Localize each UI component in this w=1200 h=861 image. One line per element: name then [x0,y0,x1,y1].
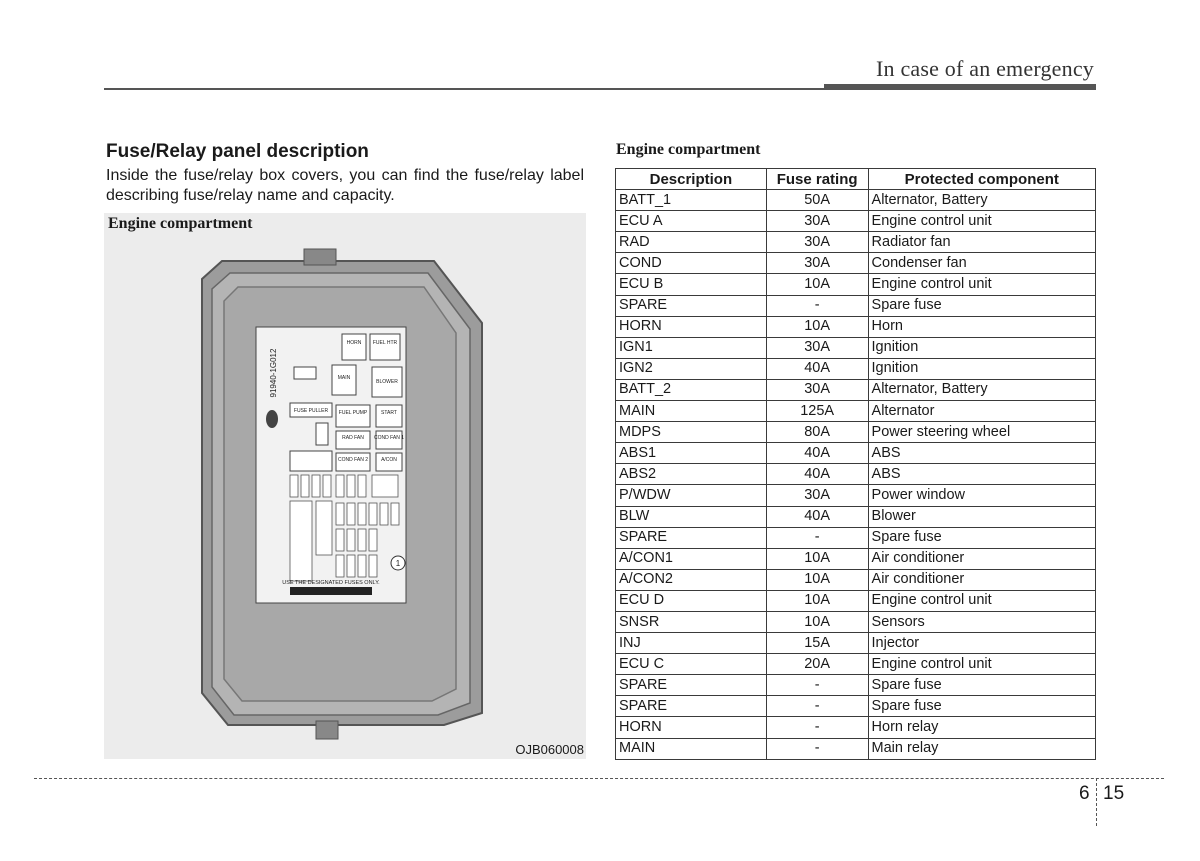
panel-callout-number: 1 [395,559,401,568]
cell-description: IGN1 [616,337,767,358]
cell-description: RAD [616,232,767,253]
footer-dashed-divider [1096,778,1097,826]
cell-fuse-rating: 125A [766,401,868,422]
cell-fuse-rating: 40A [766,464,868,485]
cell-description: ECU A [616,211,767,232]
panel-label-cond-fan-2: COND FAN 2 [337,457,369,463]
cell-fuse-rating: 80A [766,422,868,443]
panel-label-fuel-htr: FUEL HTR [372,340,398,346]
table-row [616,253,1096,274]
cell-protected-component: Spare fuse [868,696,1095,717]
cell-fuse-rating: - [766,696,868,717]
cell-fuse-rating: - [766,738,868,759]
cell-protected-component: Power steering wheel [868,422,1095,443]
cell-fuse-rating: 40A [766,358,868,379]
cell-fuse-rating: - [766,717,868,738]
table-row [616,274,1096,295]
panel-label-blower: BLOWER [376,379,398,385]
cell-protected-component: Alternator, Battery [868,190,1095,211]
page-number: 15 [1103,783,1125,804]
fuse-table [615,168,1096,760]
table-title: Engine compartment [616,141,761,158]
section-title: Fuse/Relay panel description [106,141,369,162]
table-row [616,358,1096,379]
panel-label-main: MAIN [337,375,351,381]
table-row [616,464,1096,485]
table-row [616,654,1096,675]
header-description: Description [616,169,767,190]
cell-fuse-rating: - [766,527,868,548]
cell-description: MDPS [616,422,767,443]
cell-protected-component: Power window [868,485,1095,506]
panel-label-start: START [381,410,397,416]
cell-description: ABS1 [616,443,767,464]
cell-protected-component: Engine control unit [868,211,1095,232]
panel-warning: USE THE DESIGNATED FUSES ONLY. [282,580,380,586]
cell-description: ECU B [616,274,767,295]
cell-fuse-rating: 40A [766,443,868,464]
cell-description: ECU D [616,590,767,611]
table-row [616,548,1096,569]
cell-protected-component: Spare fuse [868,527,1095,548]
table-row [616,590,1096,611]
figure-code: OJB060008 [515,742,584,757]
cell-protected-component: Radiator fan [868,232,1095,253]
table-row [616,569,1096,590]
cell-description: SPARE [616,696,767,717]
table-row [616,443,1096,464]
cell-description: SPARE [616,527,767,548]
cell-fuse-rating: 10A [766,569,868,590]
cell-protected-component: Engine control unit [868,654,1095,675]
cell-fuse-rating: 30A [766,232,868,253]
table-row [616,675,1096,696]
cell-fuse-rating: 30A [766,253,868,274]
cell-protected-component: Alternator, Battery [868,379,1095,400]
cell-protected-component: Alternator [868,401,1095,422]
table-row [616,485,1096,506]
section-intro: Inside the fuse/relay box covers, you can find the fuse/relay label describing fuse/relay name and capacity. [106,167,584,204]
table-row [616,696,1096,717]
cell-protected-component: Condenser fan [868,253,1095,274]
figure-label: Engine compartment [108,215,253,232]
cell-description: HORN [616,316,767,337]
cell-description: HORN [616,717,767,738]
cell-fuse-rating: 30A [766,379,868,400]
cell-protected-component: Air conditioner [868,548,1095,569]
figure-box [104,213,586,759]
header-protected-component: Protected component [868,169,1095,190]
cell-fuse-rating: 10A [766,611,868,632]
cell-description: A/CON1 [616,548,767,569]
cell-fuse-rating: 10A [766,316,868,337]
panel-label-fuel-pump: FUEL PUMP [338,410,368,416]
cell-description: INJ [616,633,767,654]
table-row [616,401,1096,422]
cell-fuse-rating: 15A [766,633,868,654]
cell-fuse-rating: - [766,675,868,696]
panel-label-fuse-puller: FUSE PULLER [293,408,329,414]
cell-description: BLW [616,506,767,527]
footer-dashed-rule [34,778,1164,779]
table-row [616,316,1096,337]
cell-protected-component: Main relay [868,738,1095,759]
cell-description: SNSR [616,611,767,632]
cell-protected-component: Injector [868,633,1095,654]
table-row [616,190,1096,211]
cell-protected-component: ABS [868,443,1095,464]
cell-protected-component: Blower [868,506,1095,527]
cell-protected-component: Air conditioner [868,569,1095,590]
cell-fuse-rating: 10A [766,590,868,611]
panel-label-rad-fan: RAD FAN [342,435,364,441]
cell-protected-component: Engine control unit [868,274,1095,295]
panel-part-number: 91940-1G012 [269,348,278,398]
table-row [616,633,1096,654]
cell-description: P/WDW [616,485,767,506]
cell-description: BATT_2 [616,379,767,400]
table-row [616,379,1096,400]
cell-description: SPARE [616,675,767,696]
table-row [616,506,1096,527]
cell-description: SPARE [616,295,767,316]
cell-protected-component: Horn [868,316,1095,337]
cell-fuse-rating: 10A [766,548,868,569]
cell-fuse-rating: 40A [766,506,868,527]
table-row [616,422,1096,443]
cell-protected-component: Spare fuse [868,675,1095,696]
panel-label-horn: HORN [346,340,362,346]
cell-fuse-rating: 30A [766,485,868,506]
cell-description: A/CON2 [616,569,767,590]
cell-description: MAIN [616,738,767,759]
table-row [616,337,1096,358]
cell-protected-component: Spare fuse [868,295,1095,316]
cell-protected-component: ABS [868,464,1095,485]
table-row [616,611,1096,632]
cell-protected-component: Ignition [868,337,1095,358]
panel-label-a-con: A/CON [381,457,397,463]
cell-protected-component: Horn relay [868,717,1095,738]
cell-protected-component: Sensors [868,611,1095,632]
cell-fuse-rating: 50A [766,190,868,211]
cell-protected-component: Engine control unit [868,590,1095,611]
header-title: In case of an emergency [876,56,1094,81]
chapter-number: 6 [1079,783,1090,804]
cell-description: MAIN [616,401,767,422]
table-row [616,738,1096,759]
cell-fuse-rating: 30A [766,211,868,232]
cell-description: BATT_1 [616,190,767,211]
table-row [616,295,1096,316]
cell-protected-component: Ignition [868,358,1095,379]
cell-description: ABS2 [616,464,767,485]
table-row [616,527,1096,548]
panel-label-cond-fan-1: COND FAN 1 [373,435,405,441]
table-row [616,717,1096,738]
table-header-row [616,169,1096,190]
table-row [616,232,1096,253]
cell-fuse-rating: 10A [766,274,868,295]
cell-fuse-rating: - [766,295,868,316]
cell-description: IGN2 [616,358,767,379]
header-rule-accent [824,84,1096,90]
cell-description: COND [616,253,767,274]
header-fuse-rating: Fuse rating [766,169,868,190]
table-row [616,211,1096,232]
cell-fuse-rating: 30A [766,337,868,358]
cell-description: ECU C [616,654,767,675]
fuse-box-illustration [104,213,586,759]
cell-fuse-rating: 20A [766,654,868,675]
